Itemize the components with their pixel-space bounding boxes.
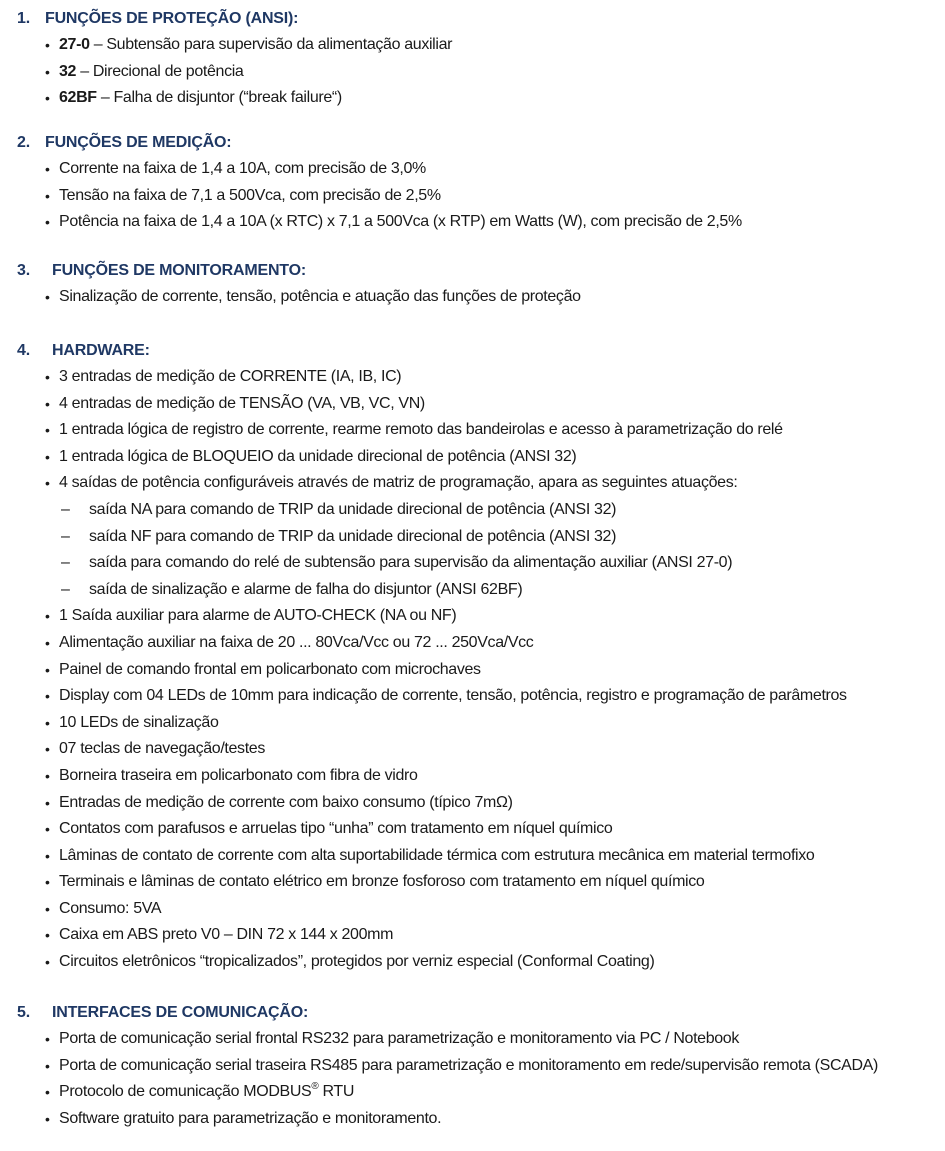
item-text: Potência na faixa de 1,4 a 10A (x RTC) x 7,1 a 500Vca (x RTP) em Watts (W), com precisão de 2,5% bbox=[59, 213, 742, 231]
section-monitoring bbox=[0, 258, 945, 311]
list-item bbox=[0, 896, 945, 923]
item-text: Porta de comunicação serial frontal RS232 para parametrização e monitoramento via PC / Notebook bbox=[59, 1030, 740, 1047]
item-text: 07 teclas de navegação/testes bbox=[59, 740, 265, 758]
bullet-icon: • bbox=[45, 161, 50, 177]
section-title: FUNÇÕES DE PROTEÇÃO (ANSI): bbox=[45, 10, 299, 27]
item-text: Circuitos eletrônicos “tropicalizados”, protegidos por verniz especial (Conformal Coating) bbox=[59, 953, 655, 971]
list-item bbox=[0, 284, 945, 311]
item-text: Protocolo de comunicação MODBUS bbox=[59, 1083, 312, 1101]
item-text: Corrente na faixa de 1,4 a 10A, com precisão de 3,0% bbox=[59, 160, 426, 177]
bullet-icon: • bbox=[45, 1057, 50, 1074]
bullet-icon: • bbox=[45, 741, 50, 758]
list-item bbox=[0, 59, 945, 86]
item-text: Entradas de medição de corrente com baixo consumo (típico 7mΩ) bbox=[59, 793, 513, 811]
bullet-icon: • bbox=[45, 369, 50, 385]
list-item bbox=[0, 1106, 945, 1133]
dash-icon: – bbox=[61, 500, 70, 518]
item-text: 3 entradas de medição de CORRENTE (IA, IB, IC) bbox=[59, 368, 402, 385]
dash-icon: – bbox=[61, 580, 70, 598]
list-item bbox=[0, 417, 945, 444]
section-heading bbox=[0, 130, 945, 156]
bullet-icon: • bbox=[45, 634, 50, 651]
list-item bbox=[0, 736, 945, 763]
item-text: 1 entrada lógica de BLOQUEIO da unidade direcional de potência (ANSI 32) bbox=[59, 447, 577, 465]
item-text: Porta de comunicação serial traseira RS485 para parametrização e monitoramento em rede/supervisão remota (SCADA) bbox=[59, 1056, 878, 1074]
item-text: Caixa em ABS preto V0 – DIN 72 x 144 x 200mm bbox=[59, 926, 394, 944]
bullet-icon: • bbox=[45, 794, 50, 811]
ansi-code: 32 bbox=[59, 62, 77, 80]
section-title: HARDWARE: bbox=[52, 342, 150, 359]
bullet-icon: • bbox=[45, 927, 50, 944]
item-text: Display com 04 LEDs de 10mm para indicação de corrente, tensão, potência, registro e programação de parâmetros bbox=[59, 687, 847, 705]
section-heading bbox=[0, 258, 945, 284]
list-item bbox=[0, 816, 945, 843]
list-item bbox=[0, 763, 945, 790]
list-item bbox=[0, 710, 945, 737]
item-text: – Direcional de potência bbox=[76, 62, 244, 80]
list-item bbox=[0, 630, 945, 657]
list-item bbox=[0, 391, 945, 418]
item-text: – Subtensão para supervisão da alimentação auxiliar bbox=[89, 36, 453, 53]
registered-mark: ® bbox=[311, 1080, 319, 1092]
bullet-icon: • bbox=[45, 847, 50, 864]
section-protection bbox=[0, 6, 945, 112]
bullet-icon: • bbox=[45, 214, 50, 231]
item-text: Alimentação auxiliar na faixa de 20 ... 80Vca/Vcc ou 72 ... 250Vca/Vcc bbox=[59, 633, 534, 651]
sub-list-item bbox=[0, 550, 945, 577]
dash-icon: – bbox=[61, 527, 70, 545]
item-text: Borneira traseira em policarbonato com fibra de vidro bbox=[59, 766, 418, 784]
bullet-icon: • bbox=[45, 395, 50, 412]
item-text: saída de sinalização e alarme de falha do disjuntor (ANSI 62BF) bbox=[89, 580, 523, 598]
section-title: FUNÇÕES DE MONITORAMENTO: bbox=[52, 262, 306, 279]
item-text-suffix: RTU bbox=[318, 1083, 355, 1101]
bullet-icon: • bbox=[45, 821, 50, 838]
section-number: 2. bbox=[17, 134, 30, 151]
section-heading bbox=[0, 1000, 945, 1026]
item-text: 4 entradas de medição de TENSÃO (VA, VB, VC, VN) bbox=[59, 394, 425, 412]
item-text: saída para comando do relé de subtensão para supervisão da alimentação auxiliar (ANSI 27-0) bbox=[89, 554, 733, 572]
item-text: Lâminas de contato de corrente com alta suportabilidade térmica com estrutura mecânica em material termofixo bbox=[59, 846, 815, 864]
list-item bbox=[0, 209, 945, 236]
list-item bbox=[0, 85, 945, 112]
list-item bbox=[0, 1079, 945, 1106]
item-text: saída NA para comando de TRIP da unidade direcional de potência (ANSI 32) bbox=[89, 500, 617, 518]
list-item bbox=[0, 922, 945, 949]
bullet-icon: • bbox=[45, 90, 50, 107]
section-title: FUNÇÕES DE MEDIÇÃO: bbox=[45, 134, 232, 151]
item-text: Painel de comando frontal em policarbonato com microchaves bbox=[59, 660, 481, 678]
section-number: 5. bbox=[17, 1004, 30, 1021]
list-item bbox=[0, 790, 945, 817]
sub-list-item bbox=[0, 524, 945, 551]
bullet-icon: • bbox=[45, 187, 50, 204]
ansi-code: 62BF bbox=[59, 89, 97, 107]
item-text: 1 Saída auxiliar para alarme de AUTO-CHECK (NA ou NF) bbox=[59, 607, 457, 625]
list-item bbox=[0, 1026, 945, 1053]
list-item bbox=[0, 364, 945, 391]
ansi-code: 27-0 bbox=[59, 36, 90, 53]
list-item bbox=[0, 32, 945, 59]
bullet-icon: • bbox=[45, 37, 50, 53]
section-number: 4. bbox=[17, 342, 30, 359]
sub-list-item bbox=[0, 577, 945, 604]
item-text: Software gratuito para parametrização e monitoramento. bbox=[59, 1109, 442, 1127]
sub-list-item bbox=[0, 497, 945, 524]
item-text: Contatos com parafusos e arruelas tipo “unha” com tratamento em níquel químico bbox=[59, 820, 613, 838]
bullet-icon: • bbox=[45, 422, 50, 439]
bullet-icon: • bbox=[45, 661, 50, 678]
bullet-icon: • bbox=[45, 1031, 50, 1047]
list-item bbox=[0, 1053, 945, 1080]
section-hardware bbox=[0, 338, 945, 976]
list-item bbox=[0, 444, 945, 471]
list-item bbox=[0, 156, 945, 183]
section-measurement bbox=[0, 130, 945, 236]
section-heading bbox=[0, 6, 945, 32]
bullet-icon: • bbox=[45, 874, 50, 891]
bullet-icon: • bbox=[45, 1110, 50, 1127]
list-item bbox=[0, 657, 945, 684]
list-item bbox=[0, 869, 945, 896]
dash-icon: – bbox=[61, 554, 70, 572]
bullet-icon: • bbox=[45, 289, 50, 305]
item-text: Consumo: 5VA bbox=[59, 899, 162, 917]
item-text: saída NF para comando de TRIP da unidade direcional de potência (ANSI 32) bbox=[89, 527, 617, 545]
section-number: 3. bbox=[17, 262, 30, 279]
item-text: – Falha de disjuntor (“break failure“) bbox=[96, 89, 342, 107]
item-text: Terminais e lâminas de contato elétrico em bronze fosforoso com tratamento em níquel químico bbox=[59, 873, 705, 891]
list-item bbox=[0, 183, 945, 210]
item-text: 1 entrada lógica de registro de corrente, rearme remoto das bandeirolas e acesso à parametrização do relé bbox=[59, 421, 783, 439]
item-text: 4 saídas de potência configuráveis através de matriz de programação, apara as seguintes atuações: bbox=[59, 474, 738, 492]
bullet-icon: • bbox=[45, 448, 50, 465]
list-item bbox=[0, 683, 945, 710]
section-communication bbox=[0, 1000, 945, 1132]
item-text: Sinalização de corrente, tensão, potência e atuação das funções de proteção bbox=[59, 288, 581, 305]
bullet-icon: • bbox=[45, 608, 50, 625]
section-heading bbox=[0, 338, 945, 364]
bullet-icon: • bbox=[45, 688, 50, 705]
bullet-icon: • bbox=[45, 714, 50, 731]
list-item bbox=[0, 470, 945, 497]
bullet-icon: • bbox=[45, 63, 50, 80]
item-text: Tensão na faixa de 7,1 a 500Vca, com precisão de 2,5% bbox=[59, 186, 441, 204]
bullet-icon: • bbox=[45, 475, 50, 492]
list-item bbox=[0, 949, 945, 976]
item-text: 10 LEDs de sinalização bbox=[59, 713, 219, 731]
bullet-icon: • bbox=[45, 900, 50, 917]
section-number: 1. bbox=[17, 10, 30, 27]
bullet-icon: • bbox=[45, 767, 50, 784]
list-item bbox=[0, 843, 945, 870]
list-item bbox=[0, 603, 945, 630]
bullet-icon: • bbox=[45, 1084, 50, 1101]
section-title: INTERFACES DE COMUNICAÇÃO: bbox=[52, 1004, 309, 1021]
bullet-icon: • bbox=[45, 954, 50, 971]
